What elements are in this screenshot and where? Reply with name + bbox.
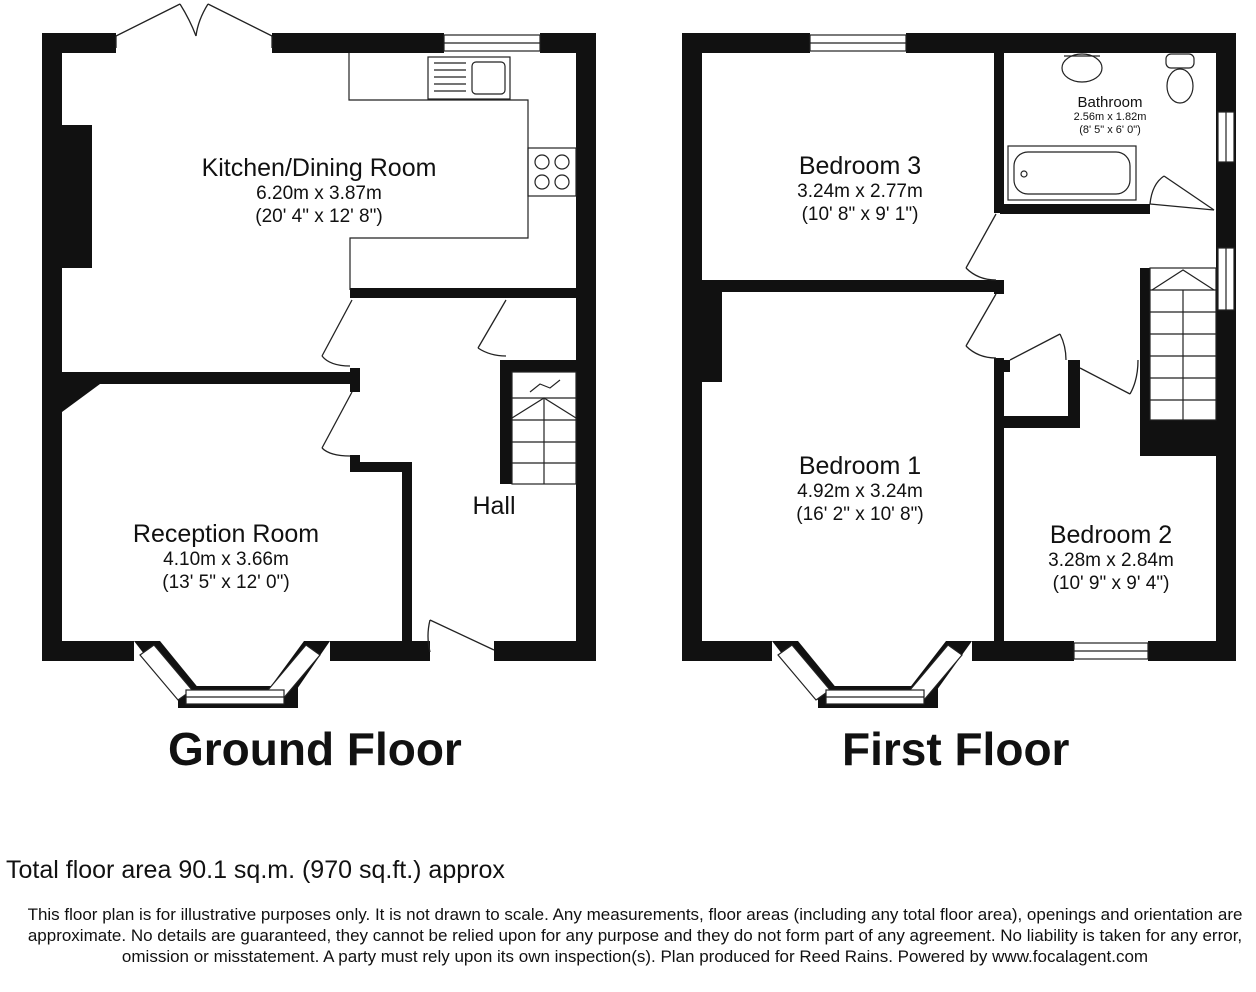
gf-reception-corner — [62, 384, 100, 412]
ff-stair-wall-2 — [1140, 368, 1150, 424]
ff-cupboard-wall — [1068, 360, 1080, 424]
ff-stair-wall — [1140, 268, 1150, 368]
ff-bed3-bath-wall — [994, 53, 1004, 213]
gf-door-jamb — [350, 368, 360, 392]
gf-staircase — [512, 372, 576, 484]
ff-chimney-breast — [702, 284, 722, 382]
gf-left-wall — [42, 33, 62, 661]
ff-staircase — [1150, 268, 1216, 420]
gf-stairs-side-wall — [500, 360, 512, 484]
ff-stair-bulkhead — [1140, 420, 1236, 456]
gf-kitchen-reception-wall — [62, 372, 360, 384]
room-dimensions-metric: 4.10m x 3.66m — [163, 549, 289, 570]
total-floor-area: Total floor area 90.1 sq.m. (970 sq.ft.) approx — [6, 856, 505, 884]
room-dimensions-imperial: (20' 4" x 12' 8") — [255, 206, 383, 227]
ground-floor-title: Ground Floor — [168, 723, 462, 775]
gf-right-wall — [576, 33, 596, 661]
room-name: Bedroom 2 — [1049, 521, 1173, 549]
room-name: Reception Room — [132, 520, 320, 548]
ff-bed1-bed2-wall — [994, 358, 1004, 648]
gf-bay-window — [134, 641, 330, 708]
room-name: Hall — [472, 492, 516, 520]
room-dimensions-metric: 3.24m x 2.77m — [797, 181, 923, 202]
room-dimensions-imperial: (8' 5" x 6' 0") — [1079, 124, 1141, 136]
room-name: Kitchen/Dining Room — [201, 154, 437, 182]
ff-bottom-wall-right — [1148, 641, 1236, 661]
room-label-reception — [96, 520, 356, 594]
room-name: Bedroom 3 — [798, 152, 922, 180]
room-dimensions-metric: 6.20m x 3.87m — [256, 183, 382, 204]
ff-bottom-wall-mid — [972, 641, 1074, 661]
room-label-kitchen — [188, 154, 450, 228]
ff-bay-window — [772, 641, 972, 708]
ff-left-wall — [682, 33, 702, 661]
room-dimensions-imperial: (16' 2" x 10' 8") — [796, 504, 924, 525]
first-floor-title: First Floor — [842, 723, 1070, 775]
ff-bed3-bed1-wall — [702, 280, 1004, 292]
room-dimensions-metric: 2.56m x 1.82m — [1073, 111, 1147, 123]
gf-bottom-wall-left — [42, 641, 134, 661]
room-name: Bedroom 1 — [798, 452, 922, 480]
room-dimensions-imperial: (10' 8" x 9' 1") — [801, 204, 919, 225]
room-label-hall — [454, 492, 534, 520]
room-label-bedroom3 — [760, 152, 960, 226]
room-dimensions-metric: 3.28m x 2.84m — [1048, 550, 1174, 571]
gf-reception-hall-wall — [402, 462, 412, 652]
gf-french-doors — [116, 4, 272, 48]
room-dimensions-metric: 4.92m x 3.24m — [797, 481, 923, 502]
gf-chimney-breast — [62, 125, 92, 268]
ff-bottom-wall-left — [682, 641, 772, 661]
gf-kitchen-hall-wall — [350, 288, 580, 298]
gf-top-wall-mid — [272, 33, 444, 53]
ff-nib — [994, 360, 1010, 372]
ground-floor-plan — [42, 4, 596, 708]
ff-jamb — [994, 280, 1004, 294]
ff-bathroom-bottom-wall — [1000, 204, 1150, 214]
ff-top-wall-right — [906, 33, 1236, 53]
gf-bottom-wall-right — [494, 641, 596, 661]
gf-door-jamb-2 — [350, 455, 360, 469]
room-label-bedroom2 — [1020, 521, 1202, 595]
room-name: Bathroom — [1077, 94, 1143, 111]
gf-internal-doors — [322, 300, 506, 652]
gf-bottom-wall-mid — [330, 641, 430, 661]
room-label-bathroom — [1050, 94, 1170, 137]
room-dimensions-imperial: (13' 5" x 12' 0") — [162, 572, 290, 593]
disclaimer-text: This floor plan is for illustrative purposes only. It is not drawn to scale. Any measurements, floor areas (including any total floor area), openings and orientation are approximate. No details are guaranteed, they cannot be relied upon for any purpose and they do not form part of any agreement. No liability is taken for any error, omission or misstatement. A party must rely upon its own inspection(s). Plan produced for Reed Rains. Powered by www.focalagent.com — [27, 905, 1243, 966]
room-dimensions-imperial: (10' 9" x 9' 4") — [1052, 573, 1170, 594]
room-label-bedroom1 — [760, 452, 960, 526]
